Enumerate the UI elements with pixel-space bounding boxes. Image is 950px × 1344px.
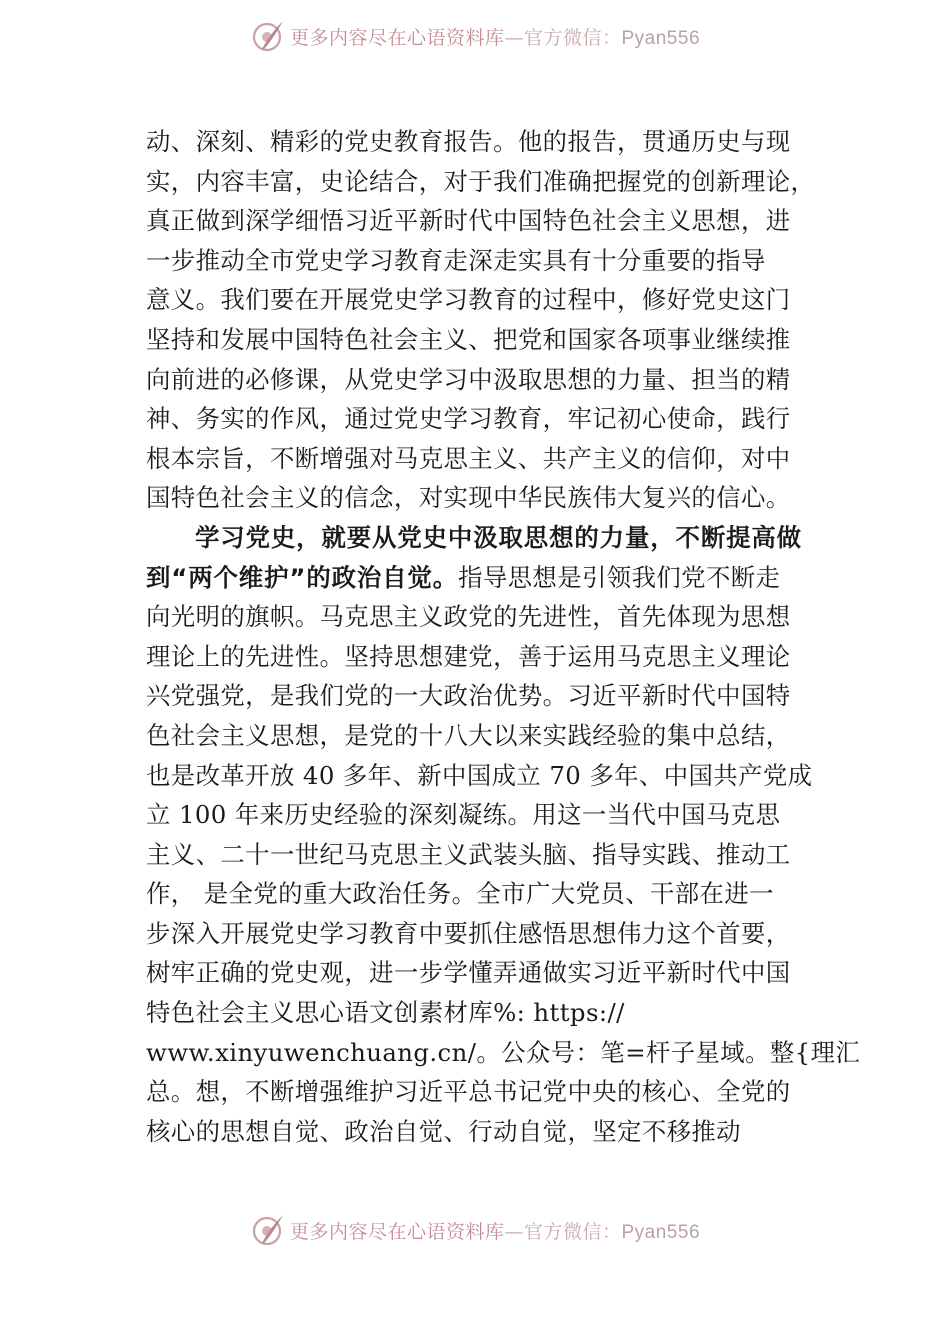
text-span: 指导思想是引领我们党不断走 [458, 562, 781, 592]
text-line: 核心的思想自觉、政治自觉、行动自觉，坚定不移推动 [146, 1116, 741, 1146]
text-line: 立 100 年来历史经验的深刻凝练。用这一当代中国马克思 [146, 800, 781, 830]
watermark-text: 更多内容尽在心语资料库—官方微信：Pyan556 [289, 26, 701, 49]
text-line: 特色社会主义思心语文创素材库%: https:// [146, 998, 625, 1028]
text-line: 理论上的先进性。坚持思想建党，善于运用马克思主义理论 [146, 641, 791, 671]
text-line: 国特色社会主义的信念，对实现中华民族伟大复兴的信心。 [146, 483, 791, 513]
watermark-text: 更多内容尽在心语资料库—官方微信：Pyan556 [289, 1220, 701, 1243]
document-body [146, 122, 861, 1151]
text-line: 实，内容丰富，史论结合，对于我们准确把握党的创新理论， [146, 166, 816, 196]
text-line: 意义。我们要在开展党史学习教育的过程中，修好党史这门 [146, 285, 791, 315]
section-heading: 学习党史，就要从党史中汲取思想的力量，不断提高做 [195, 522, 802, 552]
footer-watermark [0, 1208, 950, 1252]
text-line: 动、深刻、精彩的党史教育报告。他的报告，贯通历史与现 [146, 127, 791, 156]
text-line: 作， 是全党的重大政治任务。全市广大党员、干部在进一 [146, 879, 774, 909]
header-watermark [0, 14, 950, 58]
text-line: 总。想，不断增强维护习近平总书记党中央的核心、全党的 [146, 1077, 791, 1107]
text-line: 根本宗旨，不断增强对马克思主义、共产主义的信仰，对中 [146, 443, 791, 473]
text-line: 坚持和发展中国特色社会主义、把党和国家各项事业继续推 [146, 324, 791, 354]
paragraph-1 [146, 122, 816, 518]
section-heading-end: 到“两个维护”的政治自觉。 [146, 562, 459, 592]
text-line [146, 558, 810, 598]
text-line: 真正做到深学细悟习近平新时代中国特色社会主义思想，进 [146, 206, 791, 236]
text-line: www.xinyuwenchuang.cn/。公众号：笔=杆子星域。整{理汇 [146, 1037, 861, 1067]
text-line: 步深入开展党史学习教育中要抓住感悟思想伟力这个首要， [146, 918, 791, 948]
text-line: 神、务实的作风，通过党史学习教育，牢记初心使命，践行 [146, 404, 791, 434]
paragraph-2 [146, 518, 861, 1152]
text-line: 向前进的必修课，从党史学习中汲取思想的力量、担当的精 [146, 364, 791, 394]
text-line: 向光明的旗帜。马克思主义政党的先进性，首先体现为思想 [146, 602, 791, 632]
quill-logo-icon [250, 18, 286, 54]
text-line: 兴党强党，是我们党的一大政治优势。习近平新时代中国特 [146, 681, 791, 711]
text-line: 树牢正确的党史观，进一步学懂弄通做实习近平新时代中国 [146, 958, 791, 988]
text-line: 主义、二十一世纪马克思主义武装头脑、指导实践、推动工 [146, 839, 791, 869]
text-line: 一步推动全市党史学习教育走深走实具有十分重要的指导 [146, 245, 766, 275]
text-line: 色社会主义思想，是党的十八大以来实践经验的集中总结， [146, 720, 791, 750]
quill-logo-icon [250, 1212, 286, 1248]
text-line: 也是改革开放 40 多年、新中国成立 70 多年、中国共产党成 [146, 760, 813, 790]
